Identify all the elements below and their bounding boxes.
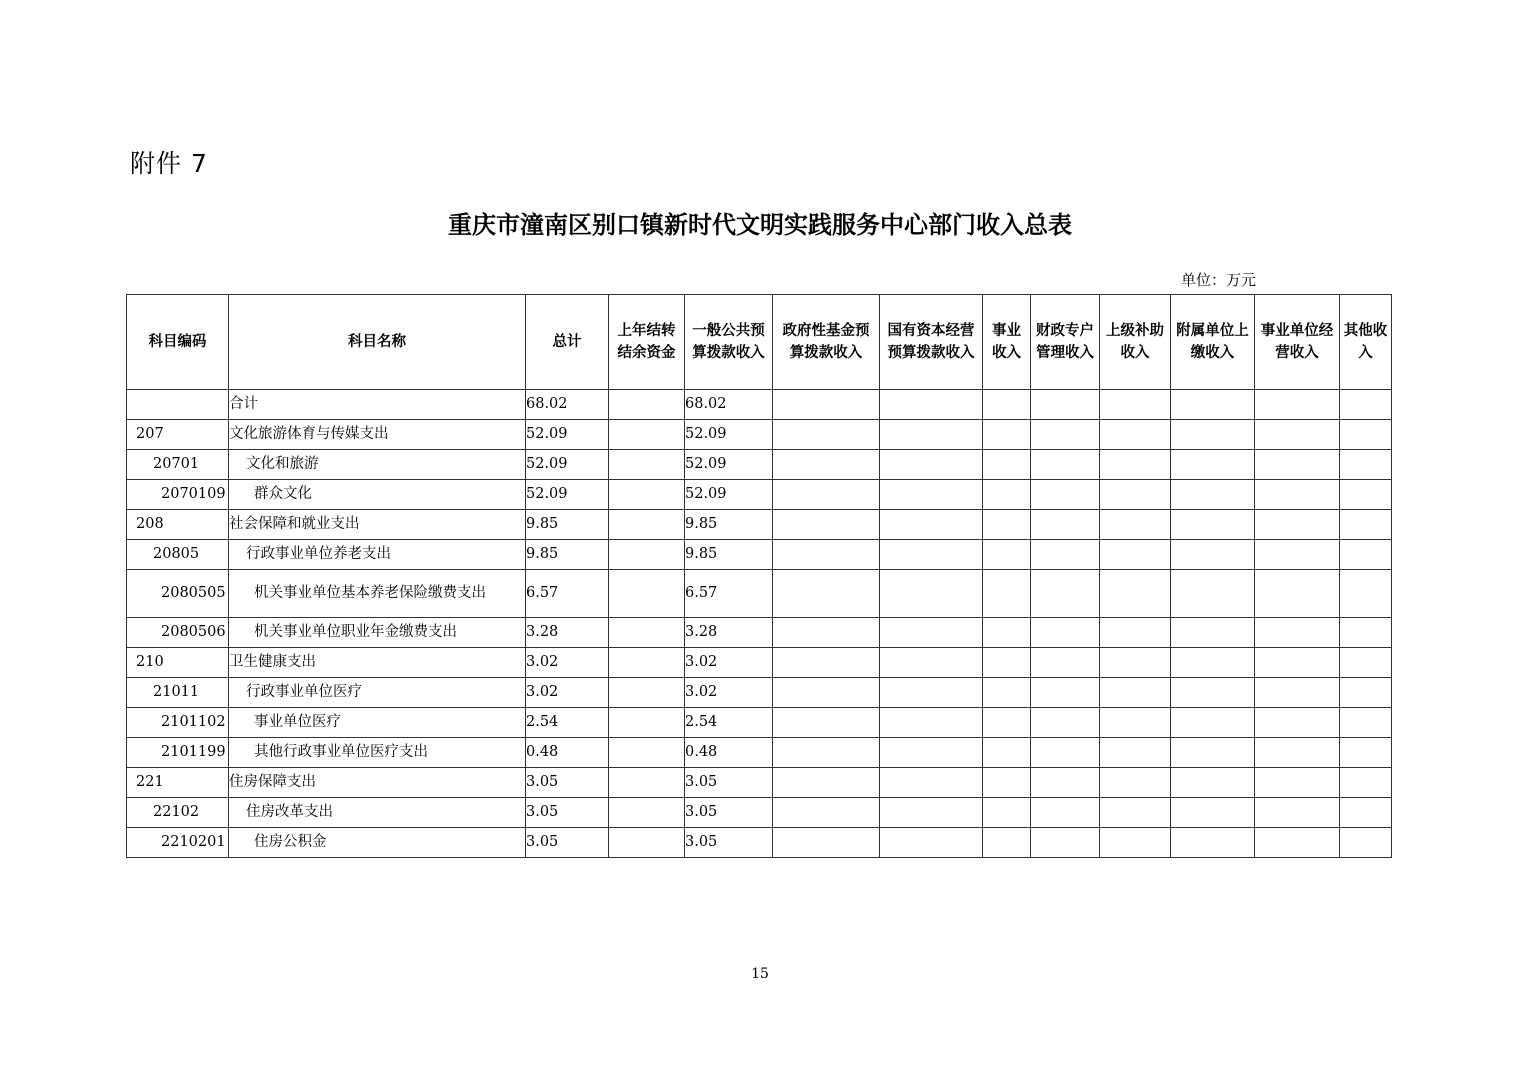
cell-carryover [609,618,685,648]
cell-business-income [983,618,1031,648]
cell-state-capital [880,570,983,618]
cell-operating-income [1255,768,1340,798]
cell-state-capital [880,828,983,858]
cell-code [127,618,229,648]
column-header-general-budget: 一般公共预算拨款收入 [685,295,773,390]
cell-carryover [609,678,685,708]
page-title: 重庆市潼南区别口镇新时代文明实践服务中心部门收入总表 [448,211,1072,239]
cell-special-account [1031,420,1100,450]
cell-other-income [1340,738,1392,768]
cell-special-account [1031,450,1100,480]
column-header-superior-subsidy: 上级补助收入 [1100,295,1171,390]
cell-general-budget: 3.05 [685,828,773,858]
code-text: 210 [136,654,164,671]
cell-name: 社会保障和就业支出 [229,510,526,540]
cell-special-account [1031,480,1100,510]
table-row [127,450,1392,480]
cell-carryover [609,540,685,570]
cell-government-fund [773,510,880,540]
code-text: 221 [136,774,164,791]
cell-total: 0.48 [526,738,609,768]
cell-superior-subsidy [1100,738,1171,768]
cell-affiliated-remittance [1171,480,1255,510]
cell-carryover [609,708,685,738]
cell-special-account [1031,390,1100,420]
table-row [127,768,1392,798]
cell-other-income [1340,798,1392,828]
cell-name: 文化旅游体育与传媒支出 [229,420,526,450]
code-text: 2080505 [161,585,226,602]
cell-affiliated-remittance [1171,390,1255,420]
cell-business-income [983,540,1031,570]
cell-affiliated-remittance [1171,540,1255,570]
cell-code [127,390,229,420]
cell-operating-income [1255,738,1340,768]
cell-state-capital [880,510,983,540]
cell-superior-subsidy [1100,390,1171,420]
cell-general-budget: 2.54 [685,708,773,738]
table-row [127,708,1392,738]
table-row [127,480,1392,510]
cell-carryover [609,570,685,618]
table-row [127,828,1392,858]
cell-affiliated-remittance [1171,798,1255,828]
cell-total: 6.57 [526,570,609,618]
code-text: 20701 [153,456,200,473]
cell-business-income [983,450,1031,480]
cell-carryover [609,510,685,540]
cell-other-income [1340,570,1392,618]
cell-general-budget: 3.02 [685,678,773,708]
income-summary-table [126,294,1392,858]
cell-total: 3.05 [526,768,609,798]
cell-state-capital [880,420,983,450]
cell-superior-subsidy [1100,420,1171,450]
page-number: 15 [751,966,769,982]
cell-total: 52.09 [526,450,609,480]
cell-name: 机关事业单位职业年金缴费支出 [229,618,526,648]
column-header-government-fund: 政府性基金预算拨款收入 [773,295,880,390]
column-header-code: 科目编码 [127,295,229,390]
cell-state-capital [880,618,983,648]
cell-carryover [609,828,685,858]
cell-operating-income [1255,420,1340,450]
cell-operating-income [1255,798,1340,828]
cell-operating-income [1255,570,1340,618]
cell-total: 3.02 [526,678,609,708]
cell-name: 事业单位医疗 [229,708,526,738]
cell-other-income [1340,450,1392,480]
cell-government-fund [773,570,880,618]
cell-affiliated-remittance [1171,570,1255,618]
cell-carryover [609,798,685,828]
cell-code [127,480,229,510]
cell-business-income [983,480,1031,510]
cell-carryover [609,390,685,420]
cell-code [127,570,229,618]
cell-total: 9.85 [526,510,609,540]
cell-affiliated-remittance [1171,768,1255,798]
cell-code [127,648,229,678]
cell-other-income [1340,828,1392,858]
cell-government-fund [773,738,880,768]
cell-superior-subsidy [1100,708,1171,738]
cell-code [127,678,229,708]
cell-general-budget: 9.85 [685,510,773,540]
cell-general-budget: 9.85 [685,540,773,570]
table-row [127,738,1392,768]
cell-government-fund [773,828,880,858]
cell-other-income [1340,678,1392,708]
cell-special-account [1031,708,1100,738]
column-header-special-account: 财政专户管理收入 [1031,295,1100,390]
table-row [127,618,1392,648]
cell-carryover [609,738,685,768]
cell-business-income [983,390,1031,420]
cell-other-income [1340,618,1392,648]
cell-affiliated-remittance [1171,510,1255,540]
cell-name: 住房改革支出 [229,798,526,828]
cell-affiliated-remittance [1171,648,1255,678]
cell-superior-subsidy [1100,540,1171,570]
cell-superior-subsidy [1100,648,1171,678]
cell-total: 9.85 [526,540,609,570]
cell-special-account [1031,540,1100,570]
cell-affiliated-remittance [1171,828,1255,858]
cell-special-account [1031,768,1100,798]
column-header-total: 总计 [526,295,609,390]
cell-business-income [983,420,1031,450]
cell-name: 卫生健康支出 [229,648,526,678]
cell-government-fund [773,540,880,570]
cell-operating-income [1255,678,1340,708]
cell-operating-income [1255,708,1340,738]
cell-carryover [609,480,685,510]
cell-general-budget: 0.48 [685,738,773,768]
cell-name: 机关事业单位基本养老保险缴费支出 [229,570,526,618]
table-header-row [127,295,1392,390]
cell-other-income [1340,510,1392,540]
cell-code [127,450,229,480]
cell-superior-subsidy [1100,570,1171,618]
cell-government-fund [773,618,880,648]
cell-other-income [1340,540,1392,570]
cell-name: 行政事业单位养老支出 [229,540,526,570]
cell-total: 2.54 [526,708,609,738]
cell-operating-income [1255,450,1340,480]
column-header-state-capital: 国有资本经营预算拨款收入 [880,295,983,390]
cell-code [127,738,229,768]
unit-label: 单位：万元 [1181,271,1257,289]
cell-total: 3.05 [526,828,609,858]
cell-other-income [1340,390,1392,420]
cell-operating-income [1255,648,1340,678]
cell-other-income [1340,480,1392,510]
cell-business-income [983,828,1031,858]
cell-government-fund [773,708,880,738]
cell-state-capital [880,768,983,798]
code-text: 2101102 [161,714,226,731]
cell-code [127,510,229,540]
code-text: 2070109 [161,486,226,503]
cell-government-fund [773,390,880,420]
cell-government-fund [773,480,880,510]
table-row [127,678,1392,708]
code-text: 2080506 [161,624,226,641]
cell-special-account [1031,618,1100,648]
cell-other-income [1340,648,1392,678]
column-header-other-income: 其他收入 [1340,295,1392,390]
cell-affiliated-remittance [1171,618,1255,648]
cell-total: 52.09 [526,480,609,510]
cell-operating-income [1255,480,1340,510]
cell-general-budget: 52.09 [685,420,773,450]
cell-code [127,828,229,858]
cell-state-capital [880,798,983,828]
cell-business-income [983,678,1031,708]
cell-operating-income [1255,618,1340,648]
code-text: 22102 [153,804,200,821]
cell-state-capital [880,450,983,480]
cell-special-account [1031,648,1100,678]
cell-state-capital [880,540,983,570]
cell-business-income [983,708,1031,738]
cell-general-budget: 3.02 [685,648,773,678]
table-row [127,798,1392,828]
cell-carryover [609,648,685,678]
cell-carryover [609,768,685,798]
table-row [127,420,1392,450]
cell-government-fund [773,420,880,450]
cell-code [127,768,229,798]
cell-government-fund [773,678,880,708]
cell-affiliated-remittance [1171,420,1255,450]
cell-code [127,798,229,828]
code-text: 21011 [153,684,200,701]
cell-name: 住房保障支出 [229,768,526,798]
table-row [127,510,1392,540]
cell-operating-income [1255,540,1340,570]
cell-special-account [1031,510,1100,540]
cell-operating-income [1255,828,1340,858]
cell-superior-subsidy [1100,618,1171,648]
cell-special-account [1031,828,1100,858]
column-header-carryover: 上年结转结余资金 [609,295,685,390]
cell-other-income [1340,708,1392,738]
code-text: 2210201 [161,834,226,851]
cell-total: 3.28 [526,618,609,648]
cell-superior-subsidy [1100,480,1171,510]
table-body [127,390,1392,858]
cell-name: 住房公积金 [229,828,526,858]
cell-code [127,708,229,738]
cell-carryover [609,450,685,480]
attachment-label: 附件 7 [130,149,208,178]
cell-total: 68.02 [526,390,609,420]
cell-affiliated-remittance [1171,678,1255,708]
cell-business-income [983,510,1031,540]
cell-general-budget: 3.05 [685,768,773,798]
cell-general-budget: 68.02 [685,390,773,420]
cell-state-capital [880,678,983,708]
cell-special-account [1031,738,1100,768]
cell-operating-income [1255,390,1340,420]
cell-other-income [1340,420,1392,450]
cell-general-budget: 3.28 [685,618,773,648]
cell-state-capital [880,390,983,420]
cell-state-capital [880,738,983,768]
cell-government-fund [773,648,880,678]
column-header-business-income: 事业收入 [983,295,1031,390]
cell-special-account [1031,678,1100,708]
cell-government-fund [773,450,880,480]
code-text: 208 [136,516,164,533]
cell-name: 合计 [229,390,526,420]
cell-state-capital [880,648,983,678]
cell-other-income [1340,768,1392,798]
cell-superior-subsidy [1100,768,1171,798]
cell-special-account [1031,798,1100,828]
table-row [127,390,1392,420]
cell-business-income [983,768,1031,798]
cell-business-income [983,570,1031,618]
cell-total: 52.09 [526,420,609,450]
table-row [127,570,1392,618]
table-row [127,540,1392,570]
cell-affiliated-remittance [1171,708,1255,738]
cell-superior-subsidy [1100,798,1171,828]
cell-total: 3.05 [526,798,609,828]
cell-affiliated-remittance [1171,738,1255,768]
cell-operating-income [1255,510,1340,540]
table-row [127,648,1392,678]
cell-total: 3.02 [526,648,609,678]
cell-code [127,420,229,450]
cell-superior-subsidy [1100,828,1171,858]
cell-business-income [983,798,1031,828]
code-text: 20805 [153,546,200,563]
cell-name: 群众文化 [229,480,526,510]
cell-code [127,540,229,570]
cell-affiliated-remittance [1171,450,1255,480]
cell-special-account [1031,570,1100,618]
cell-carryover [609,420,685,450]
cell-government-fund [773,768,880,798]
cell-government-fund [773,798,880,828]
column-header-affiliated-remittance: 附属单位上缴收入 [1171,295,1255,390]
cell-state-capital [880,480,983,510]
cell-name: 文化和旅游 [229,450,526,480]
cell-general-budget: 52.09 [685,450,773,480]
code-text: 2101199 [161,744,226,761]
cell-business-income [983,648,1031,678]
cell-general-budget: 6.57 [685,570,773,618]
cell-general-budget: 3.05 [685,798,773,828]
column-header-name: 科目名称 [229,295,526,390]
cell-name: 行政事业单位医疗 [229,678,526,708]
code-text: 207 [136,426,164,443]
cell-name: 其他行政事业单位医疗支出 [229,738,526,768]
cell-superior-subsidy [1100,678,1171,708]
cell-superior-subsidy [1100,510,1171,540]
cell-superior-subsidy [1100,450,1171,480]
cell-business-income [983,738,1031,768]
cell-general-budget: 52.09 [685,480,773,510]
cell-state-capital [880,708,983,738]
column-header-operating-income: 事业单位经营收入 [1255,295,1340,390]
